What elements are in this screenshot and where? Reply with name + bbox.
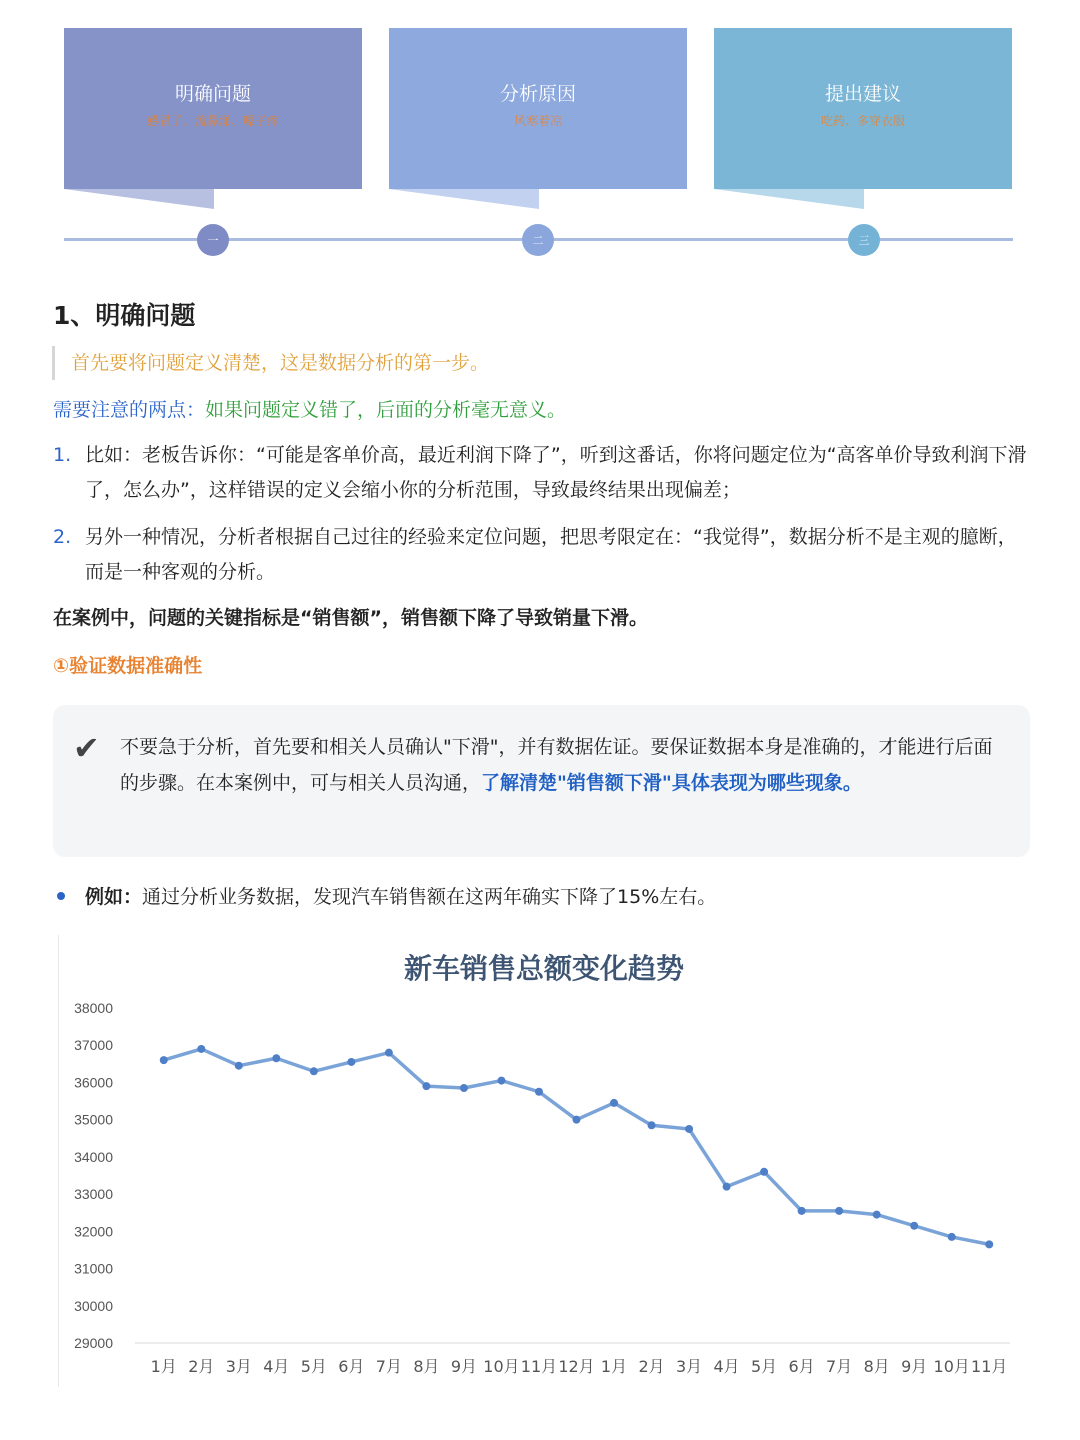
bullet-label: 例如：	[85, 886, 143, 908]
callout-highlight: 了解清楚"销售额下滑"具体表现为哪些现象。	[481, 772, 862, 794]
data-point	[835, 1207, 843, 1215]
x-tick-label: 9月	[901, 1357, 928, 1376]
step-box-suggest	[714, 28, 1012, 189]
data-point	[985, 1240, 993, 1248]
y-tick-label: 33000	[74, 1186, 113, 1203]
chart-canvas	[58, 935, 1018, 1387]
step-title: 分析原因	[499, 82, 576, 105]
y-tick-label: 37000	[74, 1037, 113, 1054]
data-point	[798, 1207, 806, 1215]
x-tick-label: 2月	[638, 1357, 665, 1376]
series-line	[164, 1049, 989, 1244]
chart-title: 新车销售总额变化趋势	[403, 952, 684, 985]
data-point	[347, 1058, 355, 1066]
list-number: 1.	[53, 444, 72, 466]
note-text: 如果问题定义错了，后面的分析毫无意义。	[205, 399, 567, 421]
x-tick-label: 3月	[675, 1357, 703, 1376]
x-tick-label: 2月	[188, 1357, 215, 1376]
x-tick-label: 6月	[338, 1357, 365, 1376]
y-tick-label: 35000	[74, 1111, 113, 1128]
step-title: 提出建议	[824, 82, 901, 105]
y-tick-label: 38000	[74, 1000, 113, 1016]
process-steps	[0, 0, 1080, 270]
y-tick-label: 34000	[74, 1148, 113, 1165]
bullet-dot-icon	[57, 892, 65, 900]
x-tick-label: 11月	[971, 1357, 1008, 1376]
data-point	[310, 1067, 318, 1075]
data-point	[610, 1099, 618, 1107]
x-tick-label: 7月	[375, 1357, 402, 1376]
bullet-text: 通过分析业务数据，发现汽车销售额在这两年确实下降了15%左右。	[142, 886, 717, 908]
data-point	[535, 1088, 543, 1096]
step-dot: 三	[848, 224, 880, 256]
x-tick-label: 8月	[413, 1357, 440, 1376]
step-subtitle: 吃药、多穿衣服	[820, 113, 905, 128]
x-tick-label: 11月	[520, 1357, 558, 1376]
list-text: 另外一种情况，分析者根据自己过往的经验来定位问题，把思考限定在：“我觉得”，数据分析不是主观的臆断，而是一种客观的分析。	[85, 526, 1017, 583]
note-label: 需要注意的两点：	[53, 399, 206, 421]
x-tick-label: 4月	[263, 1357, 290, 1376]
sub-heading: ①验证数据准确性	[53, 655, 203, 677]
y-tick-label: 32000	[74, 1223, 113, 1240]
data-point	[873, 1211, 881, 1219]
step-subtitle: 风寒着凉	[513, 113, 562, 128]
list-text: 比如：老板告诉你：“可能是客单价高，最近利润下降了”，听到这番话，你将问题定位为“高客单价导致利润下滑了，怎么办”，这样错误的定义会缩小你的分析范围，导致最终结果出现偏差；	[85, 444, 1027, 501]
data-point	[910, 1222, 918, 1230]
data-point	[460, 1084, 468, 1092]
data-point	[685, 1125, 693, 1133]
list-number: 2.	[53, 526, 72, 548]
step-tail	[64, 189, 214, 211]
data-point	[422, 1082, 430, 1090]
x-tick-label: 3月	[225, 1357, 252, 1376]
list-item	[53, 438, 1033, 508]
step-tail	[714, 189, 864, 211]
x-tick-label: 4月	[713, 1357, 740, 1376]
data-point	[573, 1116, 581, 1124]
x-tick-label: 9月	[450, 1357, 478, 1376]
x-tick-label: 6月	[788, 1357, 815, 1376]
blockquote	[52, 346, 489, 380]
data-point	[948, 1233, 956, 1241]
y-tick-label: 29000	[74, 1335, 113, 1351]
y-tick-label: 31000	[74, 1260, 113, 1277]
data-point	[760, 1168, 768, 1176]
step-subtitle: 感冒了、流鼻涕、嗓子疼	[146, 113, 279, 128]
data-point	[385, 1049, 393, 1057]
x-tick-label: 7月	[826, 1357, 853, 1376]
sales-trend-chart	[58, 935, 1018, 1387]
x-tick-label: 8月	[863, 1357, 890, 1376]
step-dot: 一	[197, 224, 229, 256]
quote-text: 首先要将问题定义清楚，这是数据分析的第一步。	[71, 352, 490, 374]
data-point	[160, 1056, 168, 1064]
key-metric-statement: 在案例中，问题的关键指标是“销售额”，销售额下降了导致销量下滑。	[53, 607, 648, 629]
callout-box	[53, 705, 1030, 857]
x-tick-label: 10月	[483, 1357, 520, 1376]
section-heading: 1、明确问题	[53, 301, 196, 330]
data-point	[272, 1054, 280, 1062]
data-point	[648, 1121, 656, 1129]
list-item	[53, 520, 1033, 590]
x-tick-label: 1月	[600, 1357, 628, 1376]
callout-body: 不要急于分析，首先要和相关人员确认"下滑"，并有数据佐证。要保证数据本身是准确的，才能进行后面的步骤。在本案例中，可与相关人员沟通，	[120, 736, 993, 794]
data-point	[197, 1045, 205, 1053]
y-tick-label: 30000	[74, 1297, 113, 1314]
x-tick-label: 5月	[751, 1357, 778, 1376]
data-point	[497, 1077, 505, 1085]
check-icon: ✔	[73, 729, 100, 767]
x-tick-label: 1月	[150, 1357, 177, 1376]
attention-note	[53, 394, 566, 426]
step-box-define	[64, 28, 362, 189]
callout-text	[120, 729, 1010, 801]
step-title: 明确问题	[174, 82, 251, 105]
example-bullet	[53, 880, 716, 914]
x-tick-label: 5月	[300, 1357, 327, 1376]
y-tick-label: 36000	[74, 1074, 113, 1091]
x-tick-label: 12月	[558, 1357, 595, 1376]
data-point	[723, 1183, 731, 1191]
step-tail	[389, 189, 539, 211]
step-box-analyze	[389, 28, 687, 189]
x-tick-label: 10月	[933, 1357, 970, 1376]
data-point	[235, 1062, 243, 1070]
step-dot: 二	[522, 224, 554, 256]
